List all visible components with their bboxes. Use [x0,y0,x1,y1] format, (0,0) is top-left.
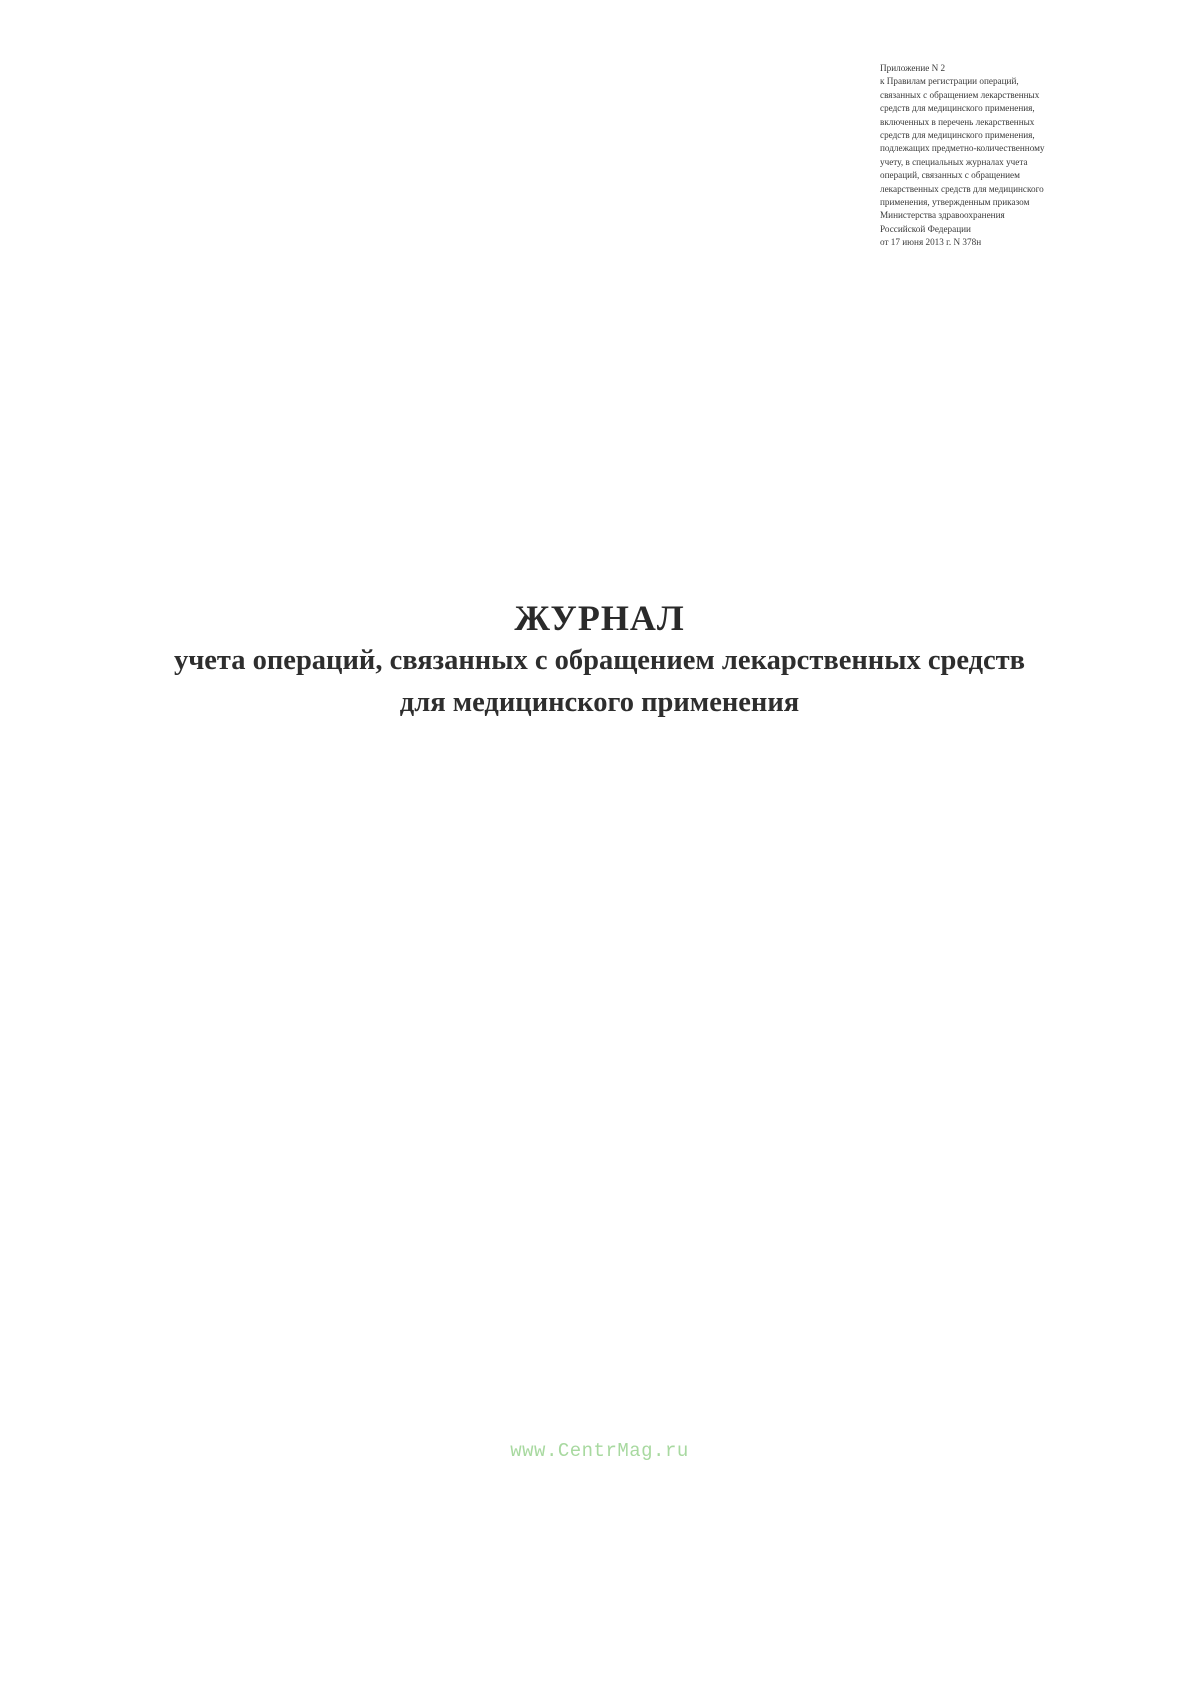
appendix-line: связанных с обращением лекарственных [880,89,1040,100]
appendix-line: Российской Федерации [880,223,971,234]
appendix-line: Министерства здравоохранения [880,210,1005,221]
appendix-line: учету, в специальных журналах учета [880,156,1028,167]
appendix-line: лекарственных средств для медицинского [880,183,1044,194]
watermark-url: www.CentrMag.ru [510,1440,689,1462]
document-title: ЖУРНАЛ [514,598,685,638]
appendix-note [880,62,1150,250]
appendix-line: операций, связанных с обращением [880,170,1020,181]
appendix-line: средств для медицинского применения, [880,103,1035,114]
document-subtitle-line-2: для медицинского применения [399,687,800,718]
appendix-line: подлежащих предметно-количественному [880,143,1045,154]
appendix-line: Приложение N 2 [880,63,946,73]
appendix-line: применения, утвержденным приказом [880,197,1030,208]
document-subtitle-line-1: учета операций, связанных с обращением лекарственных средств [173,645,1026,676]
appendix-line: включенных в перечень лекарственных [880,116,1035,127]
title-block [0,596,1199,724]
appendix-line: от 17 июня 2013 г. N 378н [880,237,982,248]
appendix-line: средств для медицинского применения, [880,130,1035,141]
appendix-line: к Правилам регистрации операций, [880,76,1019,87]
